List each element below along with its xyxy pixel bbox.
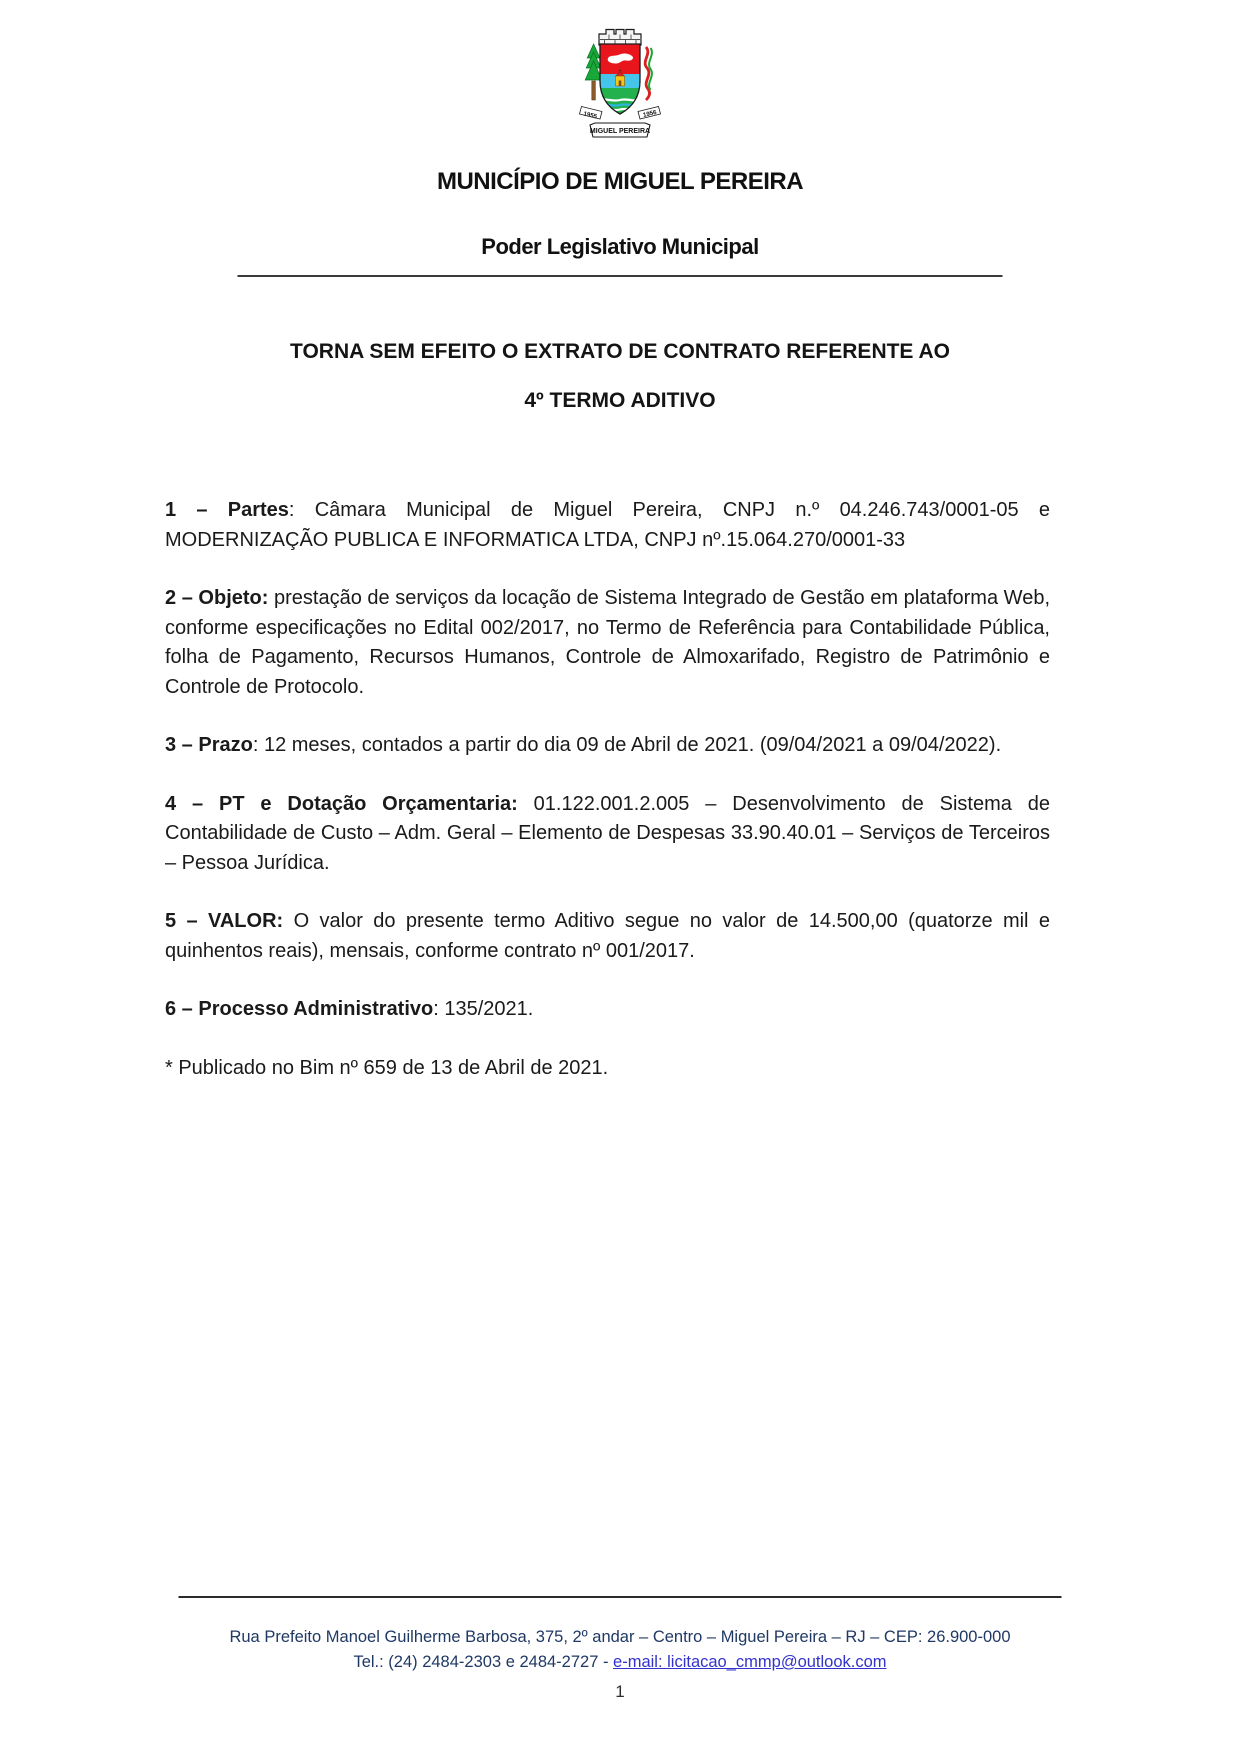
section-processo-label: 6 – Processo Administrativo [165,998,434,1020]
publication-note: * Publicado no Bim nº 659 de 13 de Abril de 2021. [165,1056,609,1079]
coat-of-arms-icon [571,26,669,145]
section-objeto-text: prestação de serviços da locação de Sistema Integrado de Gestão em plataforma Web, conforme especificações no Edital 002/2017, no Termo de Referência para Contabilidade Pública, folha de Pagamento, Recursos Humanos, Controle de Almoxarifado, Registro de Patrimônio e Controle de Protocolo. [165,587,1050,698]
section-partes-label: 1 – Partes [165,499,289,521]
page-number: 1 [615,1682,625,1701]
document-body [165,496,1050,1083]
footer-contact [0,1653,1240,1672]
section-dotacao-text: 01.122.001.2.005 – Desenvolvimento de Sistema de Contabilidade de Custo – Adm. Geral – Elemento de Despesas 33.90.40.01 – Serviços de Terceiros – Pessoa Jurídica. [165,792,1051,874]
section-valor-label: 5 – VALOR: [165,910,284,932]
footer-phone: Tel.: (24) 2484-2303 e 2484-2727 - [353,1653,614,1671]
section-processo [165,995,1050,1025]
section-objeto [165,584,1050,702]
footer-email-link[interactable]: e-mail: licitacao_cmmp@outlook.com [613,1653,887,1671]
document-title-line1: TORNA SEM EFEITO O EXTRATO DE CONTRATO REFERENTE AO [290,340,950,363]
section-partes-text: : Câmara Municipal de Miguel Pereira, CNPJ n.º 04.246.743/0001-05 e MODERNIZAÇÃO PUBLICA E INFORMATICA LTDA, CNPJ nº.15.064.270/0001-33 [165,499,1050,551]
footer-address: Rua Prefeito Manoel Guilherme Barbosa, 375, 2º andar – Centro – Miguel Pereira – RJ – CEP: 26.900-000 [229,1628,1011,1646]
crest-banner-label: MIGUEL PEREIRA [589,128,651,135]
section-valor-text: O valor do presente termo Aditivo segue no valor de 14.500,00 (quatorze mil e quinhentos reais), mensais, conforme contrato nº 001/2017. [165,910,1050,962]
municipality-title: MUNICÍPIO DE MIGUEL PEREIRA [436,168,804,195]
crest-year-right: 1956 [642,109,658,119]
legislative-branch-title: Poder Legislativo Municipal [481,234,759,259]
section-objeto-label: 2 – Objeto: [165,587,269,609]
section-prazo-text: : 12 meses, contados a partir do dia 09 de Abril de 2021. (09/04/2021 a 09/04/2022). [252,734,1002,756]
section-partes [165,496,1050,555]
crest-year-left: 1955 [582,110,598,121]
footer-divider [179,1596,1062,1598]
document-title-line2: 4º TERMO ADITIVO [524,389,716,412]
section-prazo [165,731,1050,761]
section-dotacao-label: 4 – PT e Dotação Orçamentaria: [165,792,518,815]
section-dotacao [165,790,1050,879]
section-prazo-label: 3 – Prazo [165,734,253,756]
section-valor [165,907,1050,966]
section-processo-text: : 135/2021. [433,998,534,1020]
header-divider [238,275,1003,277]
